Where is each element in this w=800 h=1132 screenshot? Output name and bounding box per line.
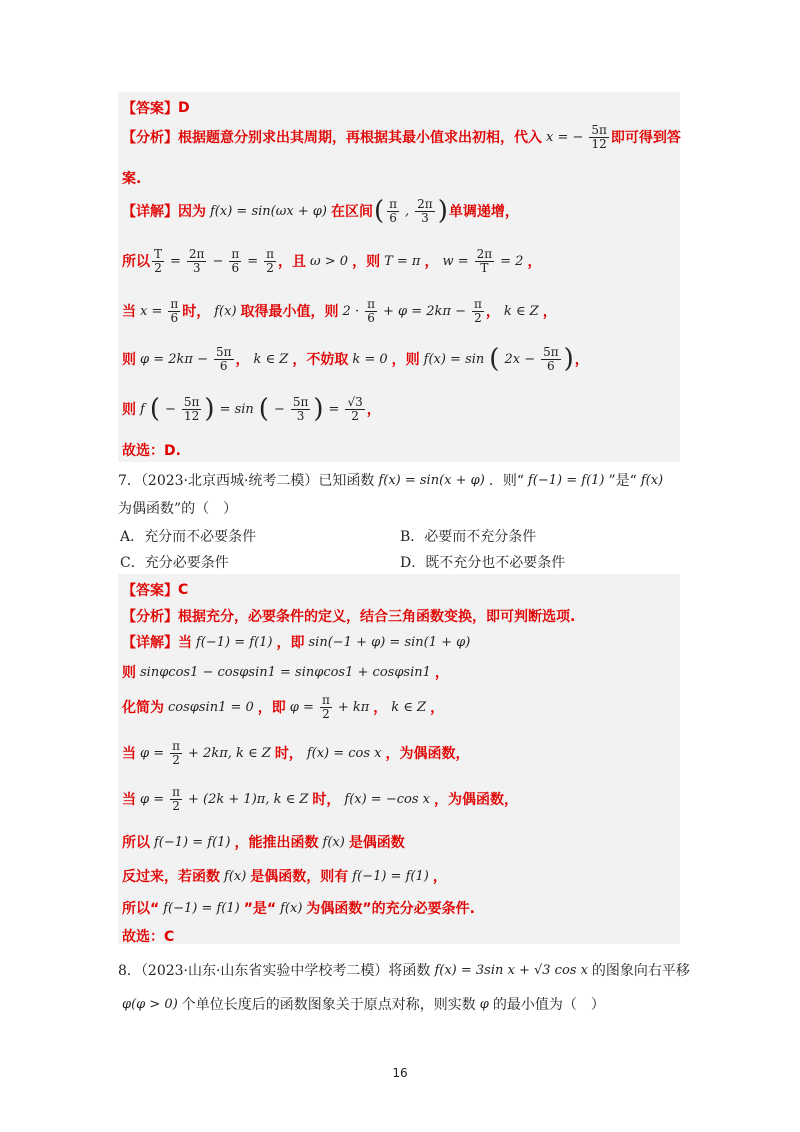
analysis-line-q7: 【分析】 根据充分，必要条件的定义，结合三角函数变换，即可判断选项. [122, 609, 576, 625]
fraction: $\frac{5\pi}{6}$ [543, 345, 559, 373]
fraction: $\frac{5\pi}{3}$ [292, 395, 309, 423]
detail-line-1-q6: 【详解】 因为 f(x) = sin(ωx + φ) 在区间 ( $\frac{\pi}{6}$ , $\frac{2\pi}{3}$ ) 单调递增， [122, 196, 519, 227]
fraction: $\frac{2\pi}{3}$ [188, 247, 205, 275]
fraction: $\frac{\pi}{2}$ [172, 785, 181, 813]
detail-line-2-q6: 所以 $\frac{T}{2}$ = $\frac{2\pi}{3}$ − $\frac{\pi}{6}$ = $\frac{\pi}{2}$ ，且 ω > 0 ，则 T = π ， w = $\frac{2\pi}{T}$ = 2 ， [122, 247, 542, 275]
detail-line-5-q6: 则 f ( − $\frac{5\pi}{12}$ ) = sin ( − $\frac{5\pi}{3}$ ) = $\frac{√3}{2}$ ， [122, 394, 381, 425]
detail-line-3-q7: 化简为 cosφsin1 = 0 ，即 φ = $\frac{\pi}{2}$ + kπ ， k ∈ Z ， [122, 693, 445, 721]
choose-line-q6: 故选：D. [122, 443, 181, 459]
fraction: $\frac{\pi}{6}$ [231, 247, 240, 275]
option-b[interactable]: B．必要而不充分条件 [400, 529, 537, 545]
detail-line-4-q7: 当 φ = $\frac{\pi}{2}$ + 2kπ, k ∈ Z 时， f(x) = cos x ，为偶函数， [122, 739, 470, 767]
fraction: $\frac{2\pi}{3}$ [417, 197, 433, 225]
detail-line-3-q6: 当 x = $\frac{\pi}{6}$ 时， f(x) 取得最小值，则 2 · $\frac{\pi}{6}$ + φ = 2kπ − $\frac{\pi}{2}$ ， k ∈ Z ， [122, 297, 557, 325]
fraction: $\frac{\pi}{6}$ [367, 297, 375, 325]
page-number: 16 [392, 1066, 408, 1080]
analysis-cont-q6: 案. [122, 171, 142, 187]
answer-line-q7: 【答案】 C [122, 582, 189, 599]
fraction: $\frac{\pi}{6}$ [170, 297, 179, 325]
fraction: $\frac{\pi}{2}$ [474, 297, 482, 325]
fraction: $\frac{5\pi}{6}$ [215, 345, 232, 373]
fraction: $\frac{\pi}{2}$ [172, 739, 181, 767]
detail-line-8-q7: 所以“ f(−1) = f(1) ”是“ f(x) 为偶函数”的充分必要条件. [122, 900, 475, 917]
fraction: $\frac{\pi}{2}$ [321, 693, 330, 721]
question-8-stem: 8．（2023·山东·山东省实验中学校考二模）将函数 f(x) = 3sin x + √3 cos x 的图象向右平移 [118, 962, 690, 979]
question-8-stem-cont: φ(φ > 0) 个单位长度后的函数图象关于原点对称，则实数 φ 的最小值为（ ） [122, 996, 605, 1013]
analysis-line-q6: 【分析】 根据题意分别求出其周期，再根据其最小值求出初相，代入 x = − $\frac{5\pi}{12}$ 即可得到答 [122, 123, 681, 151]
fraction: $\frac{√3}{2}$ [347, 395, 363, 423]
question-7-stem-cont: 为偶函数”的（ ） [118, 501, 238, 517]
detail-line-6-q7: 所以 f(−1) = f(1) ，能推出函数 f(x) 是偶函数 [122, 834, 405, 851]
detail-line-4-q6: 则 φ = 2kπ − $\frac{5\pi}{6}$ ， k ∈ Z ，不妨取 k = 0 ，则 f(x) = sin ( 2x − $\frac{5\pi}{6}$ ) ， [122, 344, 589, 375]
option-d[interactable]: D．既不充分也不必要条件 [400, 555, 566, 571]
fraction: $\frac{5\pi}{12}$ [591, 123, 607, 151]
fraction: $\frac{2\pi}{T}$ [476, 247, 493, 275]
choose-line-q7: 故选：C [122, 929, 175, 945]
detail-line-5-q7: 当 φ = $\frac{\pi}{2}$ + (2k + 1)π, k ∈ Z 时， f(x) = −cos x ，为偶函数， [122, 785, 518, 813]
fraction: $\frac{T}{2}$ [154, 247, 163, 275]
detail-line-1-q7: 【详解】 当 f(−1) = f(1) ，即 sin(−1 + φ) = sin(1 + φ) [122, 634, 471, 651]
fraction: $\frac{\pi}{6}$ [389, 197, 398, 225]
question-7-stem: 7．（2023·北京西城·统考二模）已知函数 f(x) = sin(x + φ) ．则“ f(−1) = f(1) ”是“ f(x) [118, 472, 664, 489]
option-c[interactable]: C．充分必要条件 [120, 555, 229, 571]
detail-line-7-q7: 反过来，若函数 f(x) 是偶函数，则有 f(−1) = f(1) ， [122, 868, 447, 885]
option-a[interactable]: A．充分而不必要条件 [120, 529, 257, 545]
fraction: $\frac{5\pi}{12}$ [183, 395, 200, 423]
answer-line-q6: 【答案】 D [122, 100, 190, 117]
fraction: $\frac{\pi}{2}$ [266, 247, 275, 275]
detail-line-2-q7: 则 sinφcos1 − cosφsin1 = sinφcos1 + cosφsin1 ， [122, 664, 449, 681]
